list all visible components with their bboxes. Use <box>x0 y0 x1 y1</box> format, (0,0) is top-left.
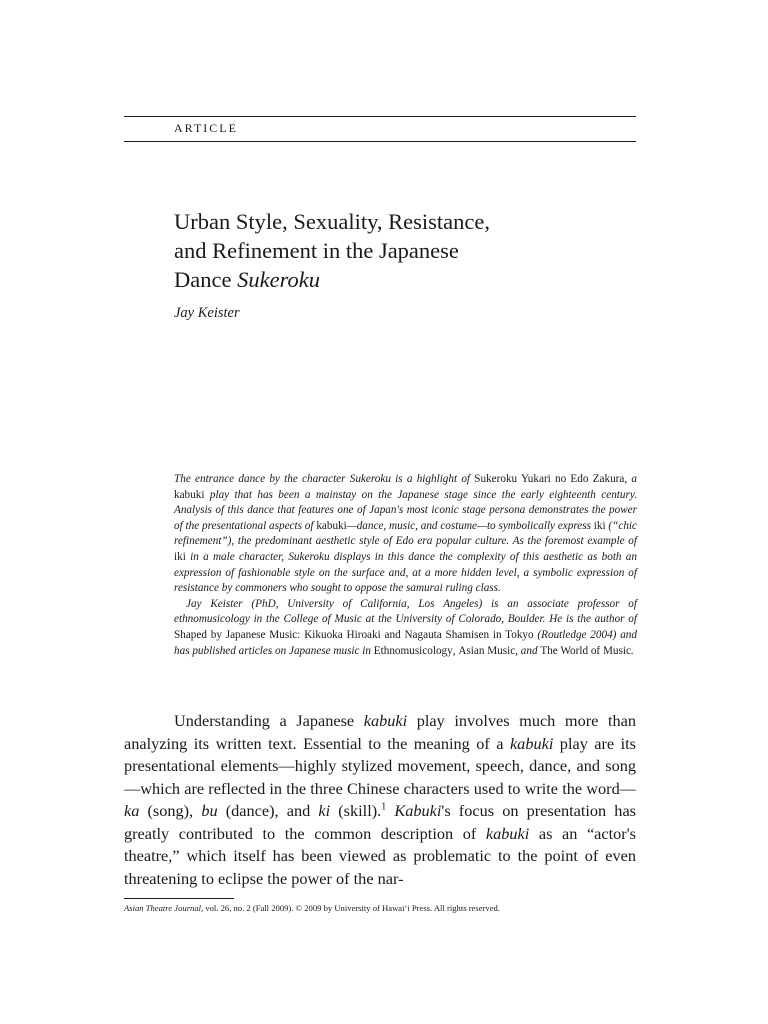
abstract-run: Sukeroku Yukari no Edo Zakura <box>474 473 625 485</box>
header-rule-bottom <box>124 141 636 142</box>
abstract-run: , a <box>624 473 637 485</box>
body-paragraph <box>124 710 636 890</box>
footnote <box>124 903 500 913</box>
body-run: kabuki <box>509 733 554 753</box>
article-title <box>174 207 614 294</box>
bio-run: The World of Music <box>540 644 631 657</box>
author-name: Jay Keister <box>174 305 240 321</box>
abstract-run: (“chic refinement”), the predominant aesthetic style of Edo era popular culture. As the foremost example of <box>174 519 637 548</box>
body-run: (song), <box>139 801 202 820</box>
abstract-run: —dance, music, and costume—to symbolically express <box>346 519 594 532</box>
body-run: ki <box>318 801 331 820</box>
body-run: kabuki <box>363 711 408 730</box>
abstract-run: kabuki <box>174 488 205 501</box>
body-run: play involves much more than analyzing its written text. Essential to the meaning of a <box>124 711 637 753</box>
body-run: (dance), and <box>217 801 319 820</box>
bio-run: Asian Music <box>458 644 516 657</box>
bio-run: Jay Keister (PhD, University of California, Los Angeles) is an associate professor of ethnomusicology in the College of Music at the University of Colorado, Boulder. He is the author of <box>174 597 637 626</box>
body-run: 's focus on presentation has greatly contributed to the common description of <box>124 801 637 843</box>
title-line-3-italic: Sukeroku <box>237 267 320 292</box>
title-line-1: Urban Style, Sexuality, Resistance, <box>174 209 490 234</box>
title-line-2: and Refinement in the Japanese <box>174 238 459 263</box>
body-run: bu <box>201 801 218 820</box>
section-label: ARTICLE <box>174 121 238 135</box>
body-run: Understanding a Japanese <box>174 711 364 730</box>
body-run: ka <box>124 801 140 820</box>
abstract-paragraph <box>174 472 637 597</box>
bio-run: Shaped by Japanese Music: Kikuoka Hiroaki and Nagauta Shamisen in Tokyo <box>174 628 534 641</box>
abstract-run: iki <box>593 519 606 532</box>
header-rule-top <box>124 116 636 117</box>
bio-run: Ethnomusicology <box>373 644 453 657</box>
body-run: kabuki <box>485 823 530 843</box>
abstract-run: in a male character, Sukeroku displays in this dance the complexity of this aesthetic as both an expression of fashionable style on the surface and, at a more hidden level, a symbolic expression of resistance by commoners who sought to oppose the samurai ruling class. <box>174 550 637 595</box>
abstract-run: play that has been a mainstay on the Japanese stage since the early eighteenth century. Analysis of this dance that features one of Japan's most iconic stage persona demonstrates the power of the presentational aspects of <box>174 488 637 532</box>
footnote-ref: 1 <box>381 801 387 813</box>
author-bio-paragraph <box>174 597 637 659</box>
title-line-3-prefix: Dance <box>174 267 238 292</box>
abstract-run: kabuki <box>316 519 347 532</box>
bio-run: (Routledge 2004) and has published articles on Japanese music in <box>174 628 637 657</box>
footnote-rule <box>124 898 234 899</box>
abstract-run: The entrance dance by the character Sukeroku is a highlight of <box>174 473 475 485</box>
abstract-block <box>174 472 637 659</box>
bio-run: , <box>452 644 459 657</box>
footnote-text: , vol. 26, no. 2 (Fall 2009). © 2009 by University of Hawai‘i Press. All rights reserved. <box>201 903 500 913</box>
body-run: as an “actor's theatre,” which itself has been viewed as problematic to the point of even threatening to eclipse the power of the nar- <box>124 823 636 888</box>
body-run: (skill). <box>330 801 382 820</box>
bio-run: , and <box>515 644 541 657</box>
body-run: Kabuki <box>394 801 442 820</box>
abstract-run: iki <box>174 550 186 563</box>
bio-run: . <box>630 644 634 657</box>
footnote-journal: Asian Theatre Journal <box>124 903 202 913</box>
body-run: play are its presentational elements—highly stylized movement, speech, dance, and song—which are reflected in the three Chinese characters used to write the word— <box>124 733 636 798</box>
